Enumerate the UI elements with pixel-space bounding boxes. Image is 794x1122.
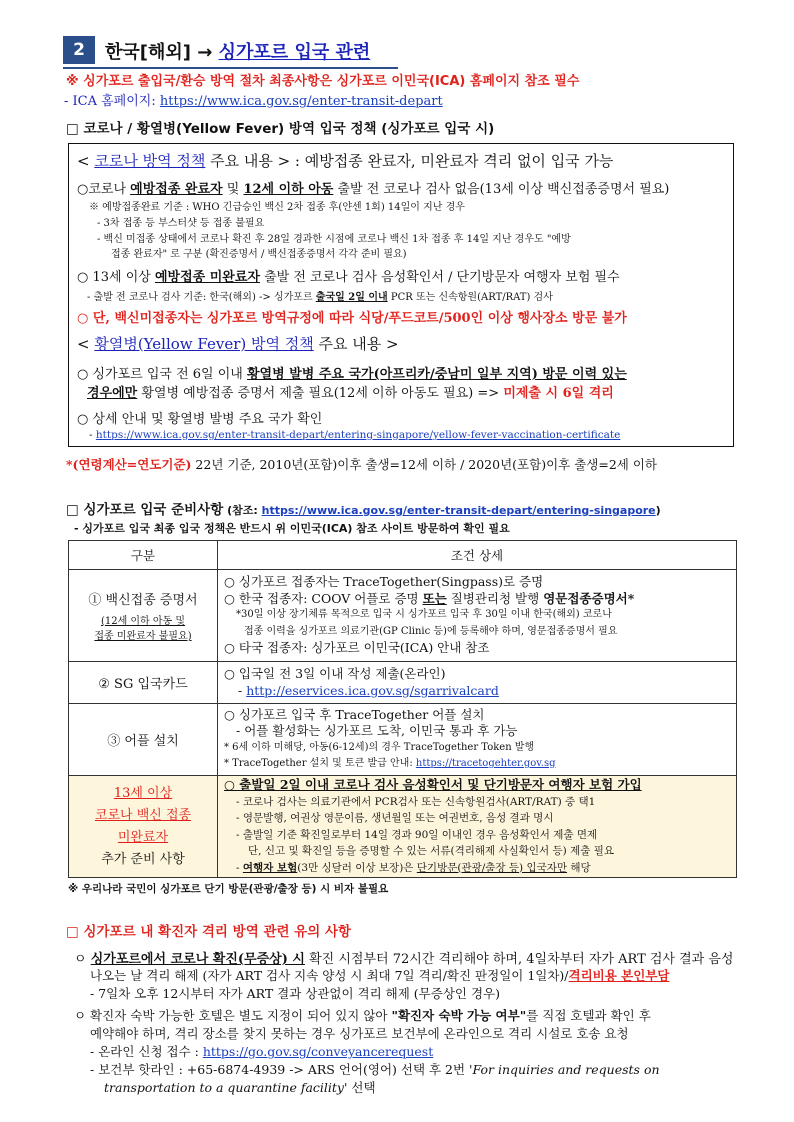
- yellow-fever-detail: ○ 상세 안내 및 황열병 발병 주요 국가 확인: [77, 412, 323, 427]
- vaccinated-note: - 3차 접종 등 부스터샷 등 접종 불필요: [97, 218, 265, 229]
- yellow-fever-policy-link[interactable]: 황열병(Yellow Fever) 방역 정책: [94, 335, 314, 353]
- section-number-badge: 2: [63, 36, 95, 64]
- header-underline: [63, 67, 398, 69]
- row-arrival-card-label: ② SG 입국카드: [69, 662, 218, 704]
- section-header: [63, 36, 398, 66]
- hotel-rule: ㅇ 확진자 숙박 가능한 호텔은 별도 지정이 되어 있지 않아 "확진자 숙박 가능 여부"를 직접 호텔과 확인 후: [74, 1008, 651, 1023]
- table-row: [69, 776, 737, 878]
- ica-notice: ※ 싱가포르 출입국/환승 방역 절차 최종사항은 싱가포르 이민국(ICA) 홈페이지 참조 필수: [66, 74, 580, 89]
- policy-box: [68, 143, 734, 447]
- row-app-install-detail: ○ 싱가포르 입국 후 TraceTogether 어플 설치 - 어플 활성화는 싱가포르 도착, 이민국 통과 후 가능 * 6세 이하 미해당, 아동(6-12세)의 경우 TraceTogether Token 발행 * TraceTogether 설치 및 토큰 발급 안내: https://tracetogehter.gov.sg: [218, 704, 737, 776]
- vaccinated-note: ※ 예방접종완료 기준 : WHO 긴급승인 백신 2차 접종 후(얀센 1회) 14일이 지난 경우: [89, 202, 465, 213]
- yellow-fever-heading: < 황열병(Yellow Fever) 방역 정책 주요 내용 >: [77, 335, 399, 353]
- section-title: 한국[해외] → 싱가포르 입국 관련: [105, 42, 371, 63]
- unvaccinated-restriction: ○ 단, 백신미접종자는 싱가포르 방역규정에 따라 식당/푸드코트/500인 이상 행사장소 방문 불가: [77, 311, 627, 326]
- ica-homepage-line: - ICA 홈페이지: https://www.ica.gov.sg/enter-transit-depart: [64, 94, 443, 109]
- section2-title-line: □ 싱가포르 입국 준비사항 (참조: https://www.ica.gov.sg/enter-transit-depart/entering-singapore): [66, 502, 661, 518]
- sg-arrival-card-link[interactable]: http://eservices.ica.gov.sg/sgarrivalcard: [246, 682, 499, 698]
- table-row: [69, 570, 737, 662]
- vaccinated-note: - 백신 미접종 상태에서 코로나 확진 후 28일 경과한 시점에 코로나 백신 1차 접종 후 14일 지난 경우도 "예방: [97, 234, 571, 245]
- row-app-install-label: ③ 어플 설치: [69, 704, 218, 776]
- conveyance-request-link[interactable]: https://go.gov.sg/conveyancerequest: [202, 1044, 434, 1059]
- covid-policy-heading: < 코로나 방역 정책 주요 내용 > : 예방접종 완료자, 미완료자 격리 없이 입국 가능: [77, 152, 614, 170]
- table-header-category: 구분: [69, 541, 218, 570]
- row-unvaccinated-label: 13세 이상 코로나 백신 접종 미완료자 추가 준비 사항: [69, 776, 218, 878]
- covid-policy-link[interactable]: 코로나 방역 정책: [94, 152, 206, 170]
- row-arrival-card-detail: ○ 입국일 전 3일 이내 작성 제출(온라인) - http://eservices.ica.gov.sg/sgarrivalcard: [218, 662, 737, 704]
- quarantine-rule: ㅇ 싱가포르에서 코로나 확진(무증상) 시 확진 시점부터 72시간 격리해야 하며, 4일차부터 자가 ART 검사 결과 음성: [74, 952, 734, 967]
- yellow-fever-url-line: - https://www.ica.gov.sg/enter-transit-depart/entering-singapore/yellow-fever-vaccination-certificate: [89, 429, 621, 441]
- yellow-fever-bullet: ○ 싱가포르 입국 전 6일 이내 황열병 발병 주요 국가(아프리카/중남미 일부 지역) 방문 이력 있는: [77, 367, 627, 382]
- ica-homepage-link[interactable]: https://www.ica.gov.sg/enter-transit-depart: [159, 94, 443, 109]
- unvaccinated-bullet: ○ 13세 이상 예방접종 미완료자 출발 전 코로나 검사 음성확인서 / 단기방문자 여행자 보험 필수: [77, 270, 620, 285]
- visa-footnote: ※ 우리나라 국민이 싱가포르 단기 방문(관광/출장 등) 시 비자 불필요: [68, 883, 389, 895]
- section-title-main: 싱가포르 입국 관련: [218, 42, 371, 63]
- test-standard-note: - 출발 전 코로나 검사 기준: 한국(해외) -> 싱가포르 출국일 2일 이내 PCR 또는 신속항원(ART/RAT) 검사: [87, 292, 553, 303]
- yellow-fever-link[interactable]: https://www.ica.gov.sg/enter-transit-depart/entering-singapore/yellow-fever-vaccination-certificate: [95, 429, 621, 441]
- table-row: [69, 704, 737, 776]
- row-vaccine-cert-detail: ○ 싱가포르 접종자는 TraceTogether(Singpass)로 증명 ○ 한국 접종자: COOV 어플로 증명 또는 질병관리청 발행 영문접종증명서* *30일 이상 장기체류 목적으로 입국 시 싱가포르 입국 후 30일 이내 한국(해외) 코로나 접종 이력을 싱가포르 의료기관(GP Clinic 등)에 등록해야 하며, 영문접종증명서 필요 ○ 타국 접종자: 싱가포르 이민국(ICA) 안내 참조: [218, 570, 737, 662]
- table-row: [69, 662, 737, 704]
- row-vaccine-cert-label: ① 백신접종 증명서 (12세 이하 아동 및 접종 미완료자 불필요): [69, 570, 218, 662]
- table-header-row: [69, 541, 737, 570]
- vaccinated-note: 접종 완료자" 로 구분 (확진증명서 / 백신접종증명서 각각 준비 필요): [111, 249, 407, 260]
- age-calc-note: *(연령계산=연도기준) 22년 기준, 2010년(포함)이후 출생=12세 이하 / 2020년(포함)이후 출생=2세 이하: [66, 457, 657, 472]
- table-header-detail: 조건 상세: [218, 541, 737, 570]
- yellow-fever-bullet-cont: 경우에만 황열병 예방접종 증명서 제출 필요(12세 이하 아동도 필요) => 미제출 시 6일 격리: [87, 386, 614, 401]
- section2-subtitle: - 싱가포르 입국 최종 입국 정책은 반드시 위 이민국(ICA) 참조 사이트 방문하여 확인 필요: [74, 522, 510, 535]
- vaccinated-bullet: ○코로나 예방접종 완료자 및 12세 이하 아동 출발 전 코로나 검사 없음(13세 이상 백신접종증명서 필요): [77, 182, 670, 197]
- row-unvaccinated-detail: ○ 출발일 2일 이내 코로나 검사 음성확인서 및 단기방문자 여행자 보험 가입 - 코로나 검사는 의료기관에서 PCR검사 또는 신속항원검사(ART/RAT) 중 택1 - 영문발행, 여권상 영문이름, 생년월일 또는 여권번호, 음성 결과 명시 - 출발일 기준 확진일로부터 14일 경과 90일 이내인 경우 음성확인서 제출 면제 단, 신고 및 확진일 등을 증명할 수 있는 서류(격리해제 사실확인서 등) 제출 필요 - 여행자 보험(3만 싱달러 이상 보장)은 단기방문(관광/출장 등) 입국자만 해당: [218, 776, 737, 878]
- tracetogether-link[interactable]: https://tracetogehter.gov.sg: [415, 758, 556, 769]
- section3-title: □ 싱가포르 내 확진자 격리 방역 관련 유의 사항: [66, 924, 352, 940]
- section1-title: □ 코로나 / 황열병(Yellow Fever) 방역 입국 정책 (싱가포르 입국 시): [66, 121, 495, 137]
- entering-singapore-link[interactable]: https://www.ica.gov.sg/enter-transit-depart/entering-singapore: [261, 504, 656, 517]
- requirements-table: [68, 540, 737, 878]
